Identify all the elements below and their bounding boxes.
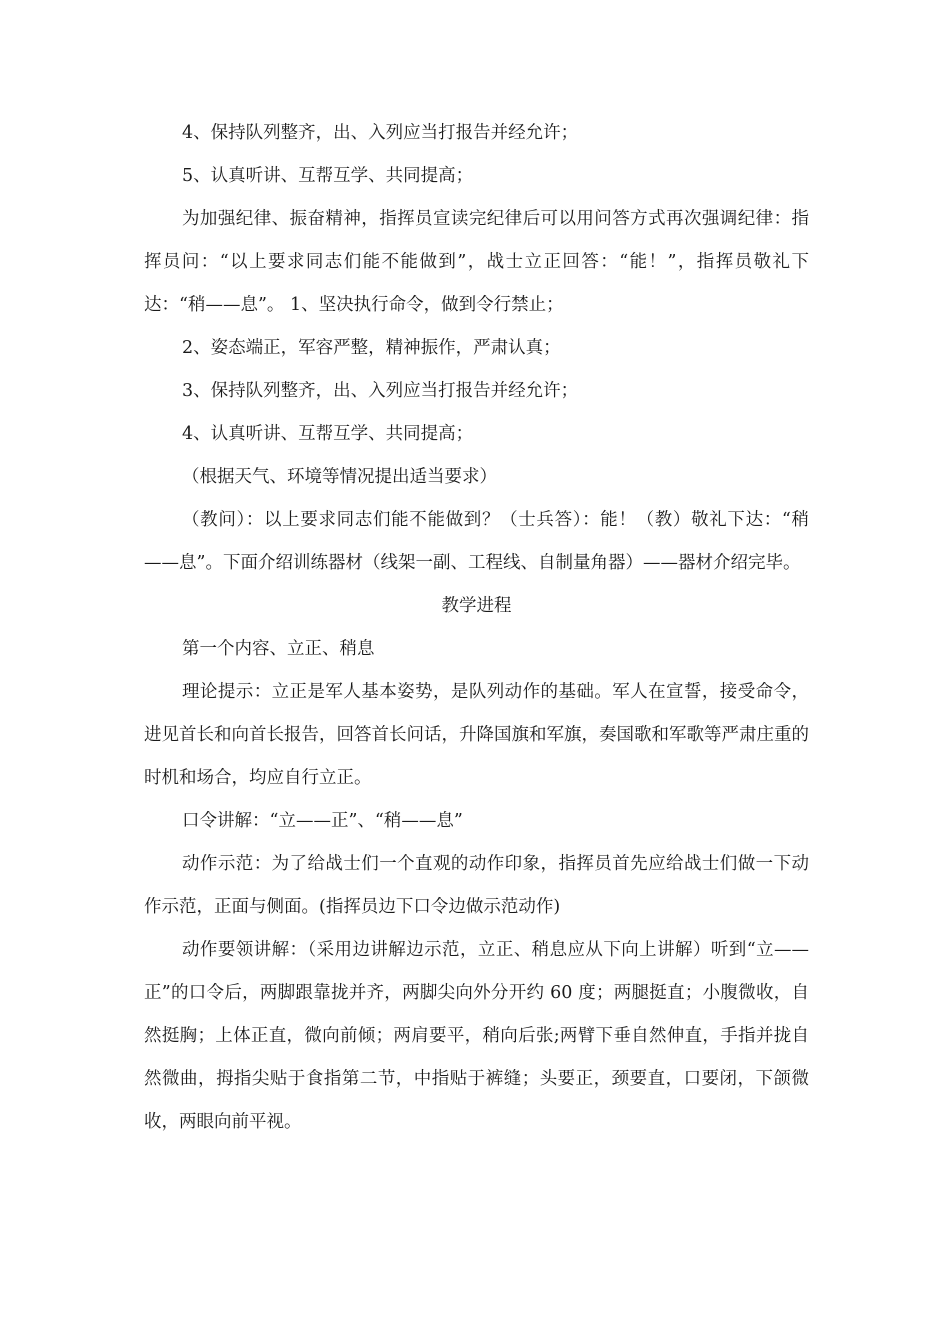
paragraph-rule-3-queue: 3、保持队列整齐，出、入列应当打报告并经允许； [182, 381, 579, 401]
paragraph-rule-2-posture: 2、姿态端正，军容严整，精神振作，严肃认真； [182, 338, 561, 358]
paragraph-equipment-intro: （教问）：以上要求同志们能不能做到？（士兵答）：能！（教）敬礼下达：“稍——息”。下面介绍训练器材（线架一副、工程线、自制量角器）——器材介绍完毕。 [144, 510, 809, 573]
paragraph-first-content: 第一个内容、立正、稍息 [182, 639, 375, 659]
paragraph-rule-5-listen: 5、认真听讲、互帮互学、共同提高； [182, 166, 474, 186]
section-heading: 教学进程 [441, 596, 512, 616]
paragraph-discipline-qa: 为加强纪律、振奋精神，指挥员宣读完纪律后可以用问答方式再次强调纪律：指挥员问：“以上要求同志们能不能做到”，战士立正回答：“能！”，指挥员敬礼下达：“稍——息”。 1、坚决执行命令，做到令行禁止； [144, 209, 809, 315]
paragraph-theory: 理论提示：立正是军人基本姿势，是队列动作的基础。军人在宣誓，接受命令，进见首长和向首长报告，回答首长问话，升降国旗和军旗，奏国歌和军歌等严肃庄重的时机和场合，均应自行立正。 [144, 682, 809, 788]
document-page [144, 112, 809, 1144]
paragraph-command-explain: 口令讲解：“立——正”、“稍——息” [182, 811, 463, 831]
paragraph-demonstration: 动作示范：为了给战士们一个直观的动作印象，指挥员首先应给战士们做一下动作示范，正面与侧面。(指挥员边下口令边做示范动作) [144, 854, 809, 917]
paragraph-rule-4-listen: 4、认真听讲、互帮互学、共同提高； [182, 424, 474, 444]
paragraph-weather-note: （根据天气、环境等情况提出适当要求） [182, 467, 497, 487]
paragraph-essentials: 动作要领讲解：（采用边讲解边示范，立正、稍息应从下向上讲解）听到“立——正”的口令后，两脚跟靠拢并齐，两脚尖向外分开约 60 度；两腿挺直；小腹微收，自然挺胸；上体正直，微向前倾；两肩要平，稍向后张;两臂下垂自然伸直，手指并拢自然微曲，拇指尖贴于食指第二节，中指贴于裤缝；头要正，颈要直，口要闭，下颌微收，两眼向前平视。 [144, 940, 809, 1132]
paragraph-rule-4-queue: 4、保持队列整齐，出、入列应当打报告并经允许； [182, 123, 579, 143]
